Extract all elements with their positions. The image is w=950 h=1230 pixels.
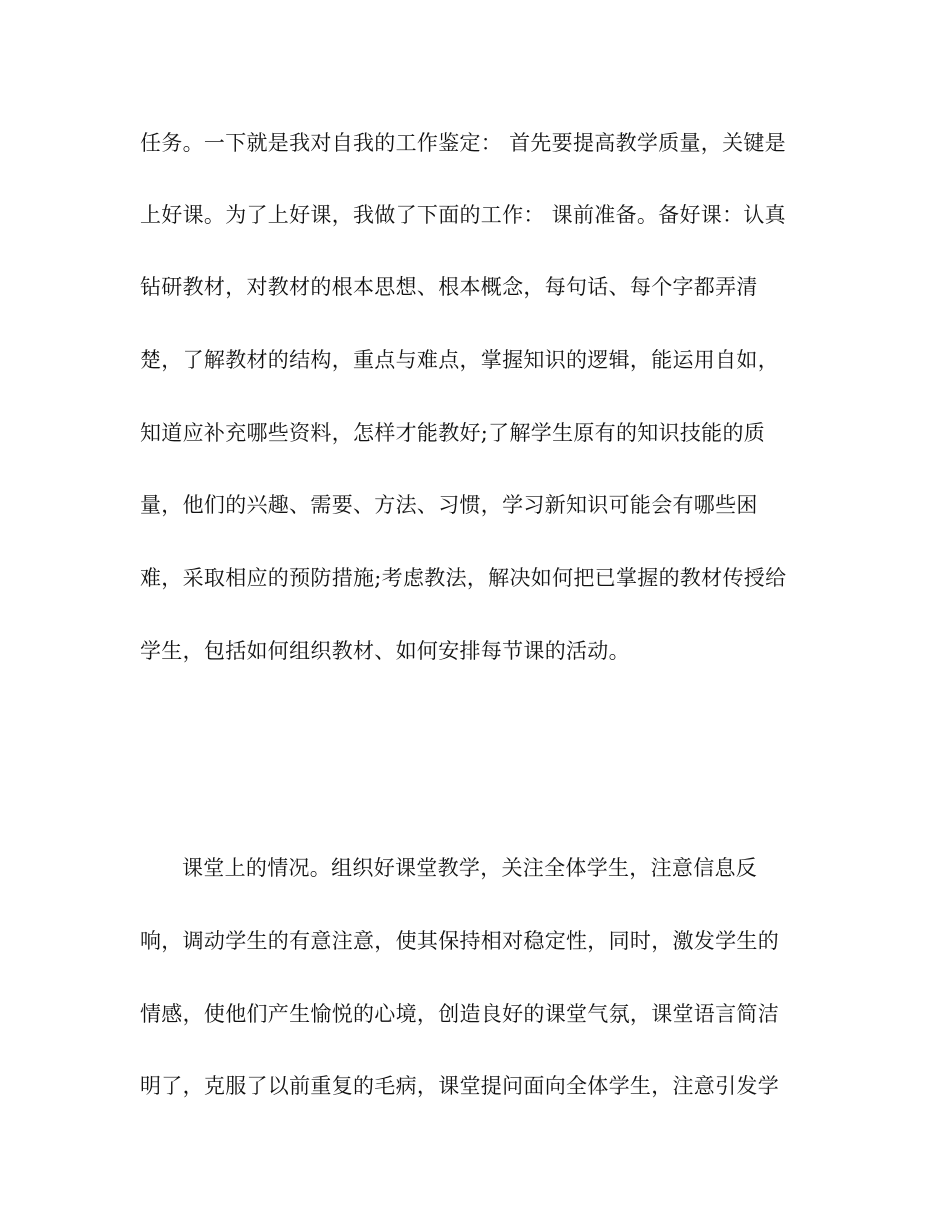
text-line: 课堂上的情况。组织好课堂教学，关注全体学生，注意信息反 — [182, 856, 758, 880]
text-line: 学生，包括如何组织教材、如何安排每节课的活动。 — [140, 639, 630, 663]
text-line: 情感，使他们产生愉悦的心境，创造良好的课堂气氛，课堂语言简洁 — [140, 1002, 779, 1026]
text-line: 难，采取相应的预防措施;考虑教法，解决如何把已掌握的教材传授给 — [140, 566, 787, 590]
text-line: 楚，了解教材的结构，重点与难点，掌握知识的逻辑，能运用自如， — [140, 348, 779, 372]
text-line: 量，他们的兴趣、需要、方法、习惯，学习新知识可能会有哪些困 — [140, 493, 758, 517]
text-line: 知道应补充哪些资料，怎样才能教好;了解学生原有的知识技能的质 — [140, 421, 766, 445]
text-line: 任务。一下就是我对自我的工作鉴定： 首先要提高教学质量，关键是 — [140, 131, 786, 155]
text-line: 响，调动学生的有意注意，使其保持相对稳定性，同时，激发学生的 — [140, 929, 779, 953]
text-line: 明了，克服了以前重复的毛病，课堂提问面向全体学生，注意引发学 — [140, 1074, 779, 1098]
text-line: 上好课。为了上好课，我做了下面的工作： 课前准备。备好课：认真 — [140, 203, 786, 227]
text-line: 钻研教材，对教材的根本思想、根本概念，每句话、每个字都弄清 — [140, 275, 758, 299]
